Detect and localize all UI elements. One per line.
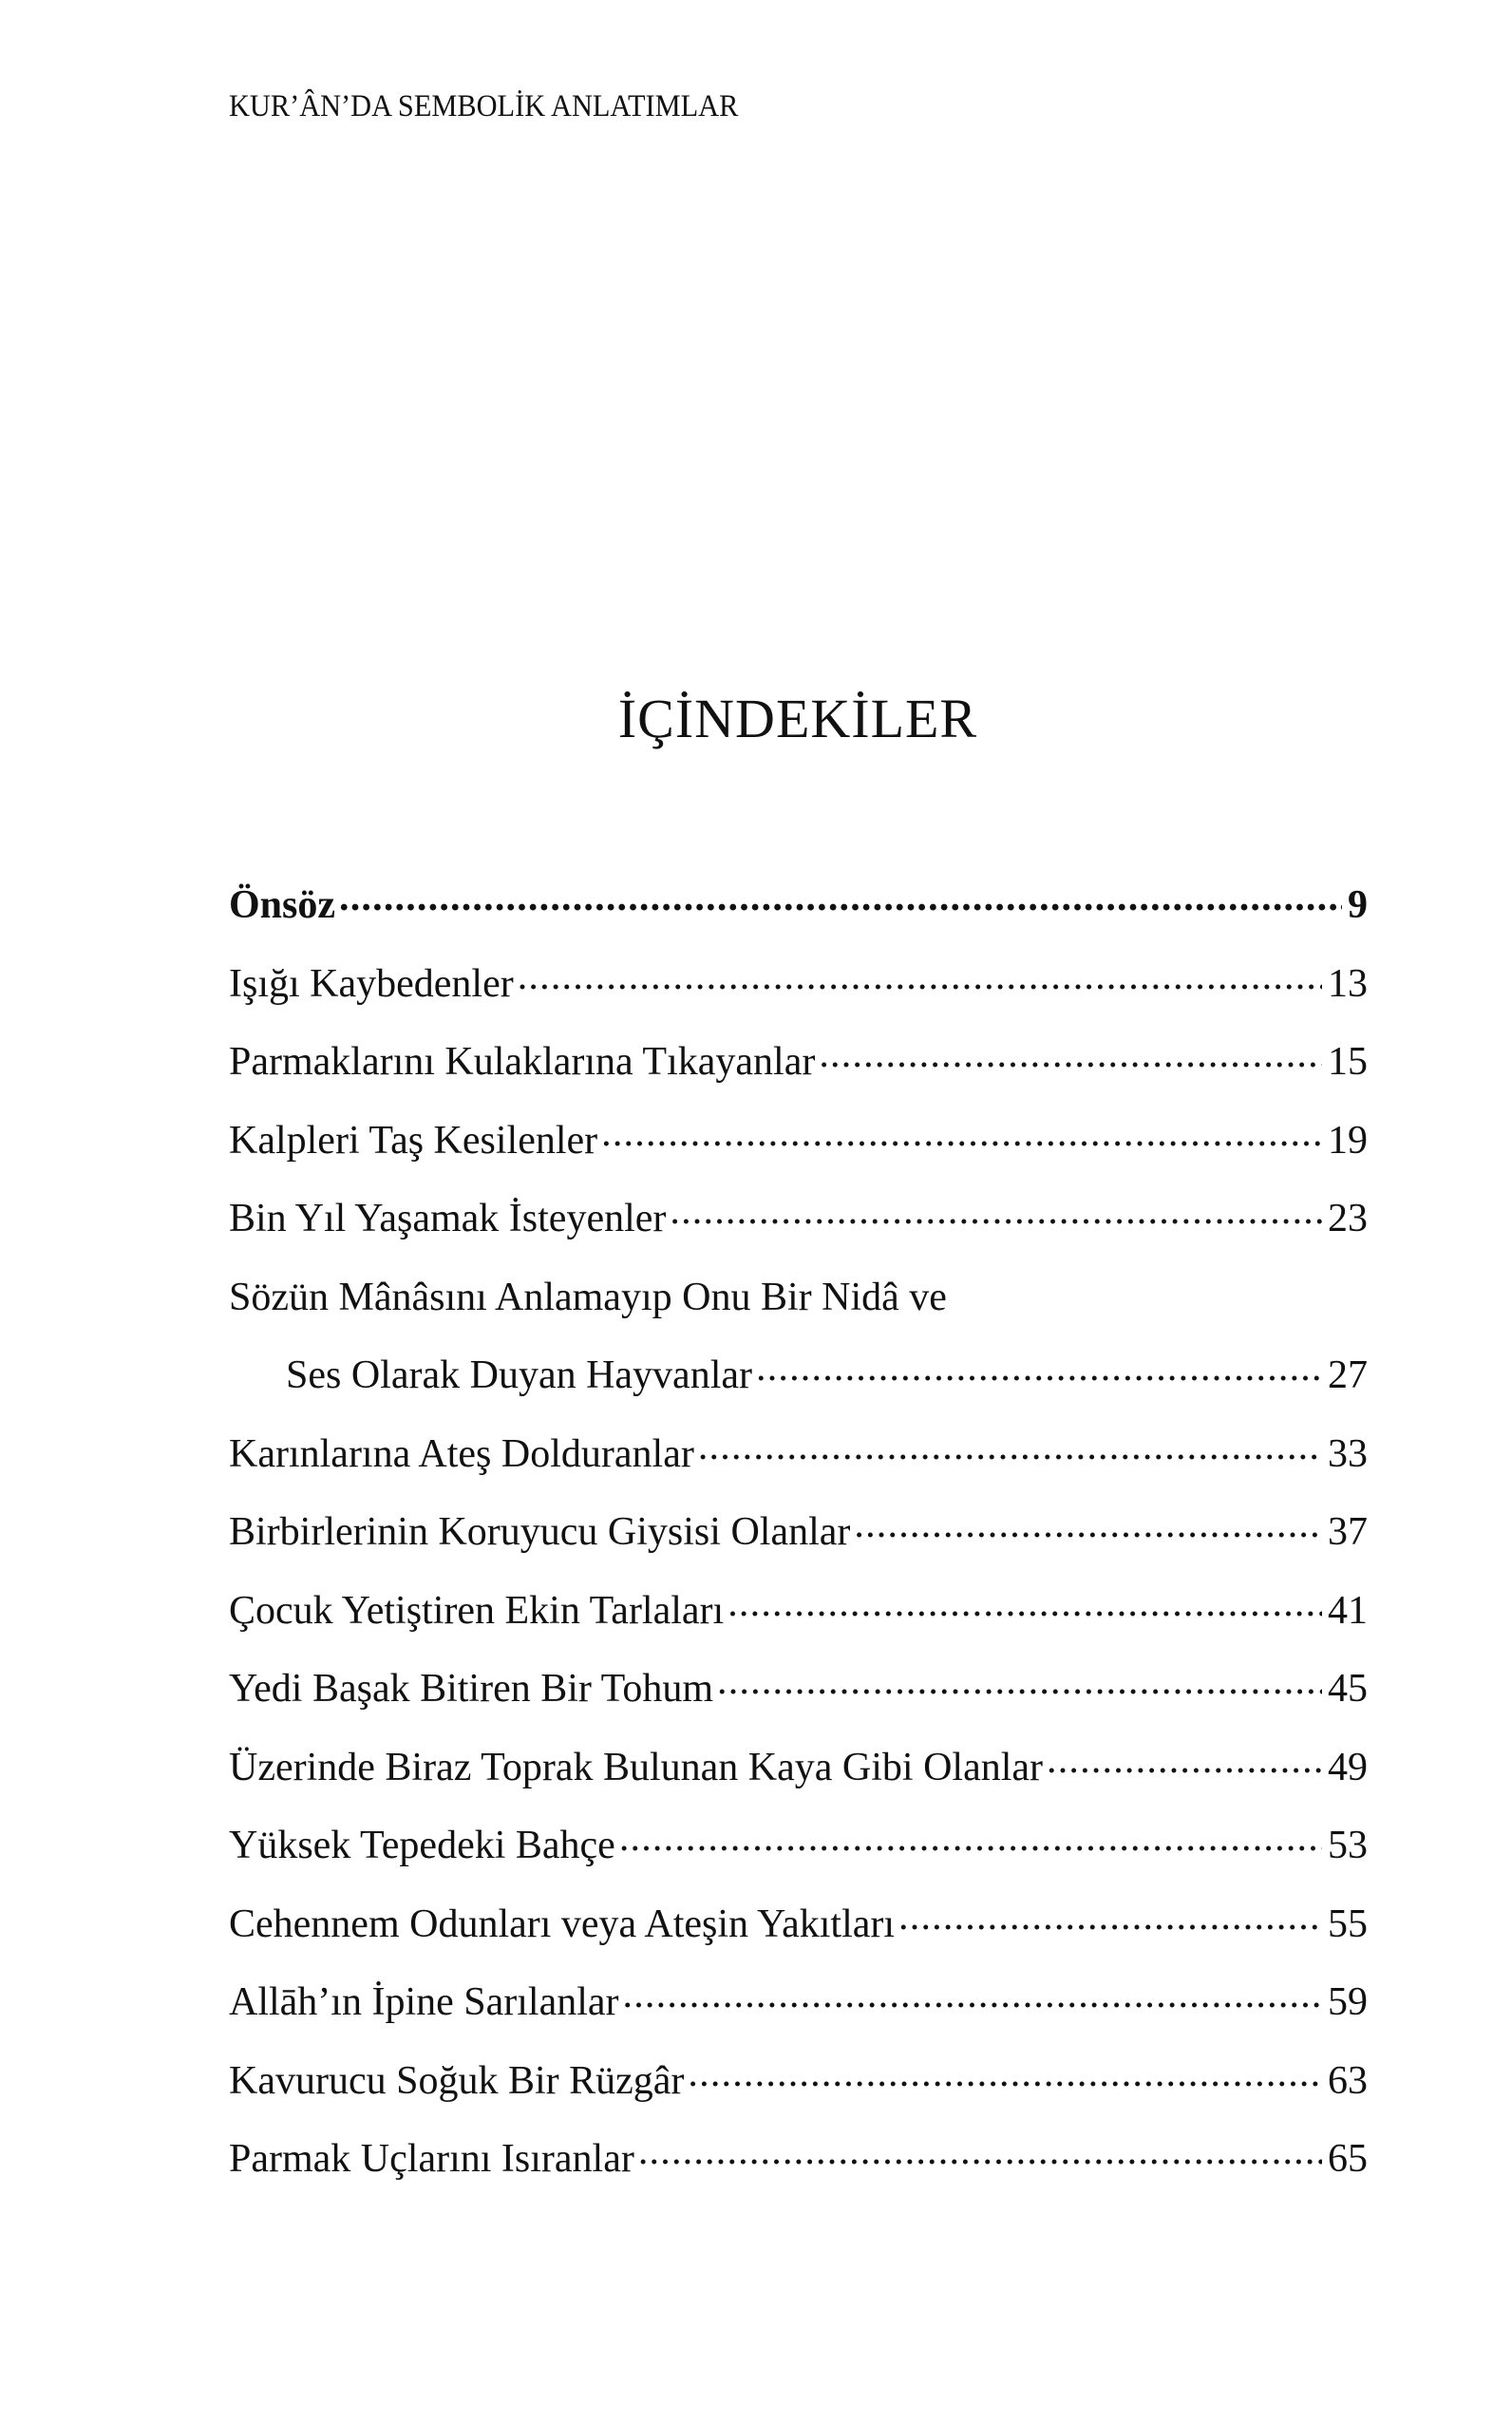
toc-entry-page: 13 bbox=[1328, 961, 1368, 1006]
toc-entry-label: Sözün Mânâsını Anlamayıp Onu Bir Nidâ ve bbox=[229, 1275, 947, 1319]
toc-entry-first-line[interactable] bbox=[229, 1258, 1368, 1337]
dot-leader bbox=[339, 878, 1342, 918]
toc-entry[interactable] bbox=[229, 1650, 1368, 1729]
dot-leader bbox=[518, 956, 1322, 996]
running-head: KUR’ÂN’DA SEMBOLİK ANLATIMLAR bbox=[229, 89, 739, 123]
dot-leader bbox=[819, 1034, 1322, 1074]
toc-entry[interactable] bbox=[229, 1180, 1368, 1258]
toc-entry[interactable] bbox=[229, 1572, 1368, 1651]
dot-leader bbox=[619, 1818, 1322, 1858]
toc-entry-label: Önsöz bbox=[229, 883, 336, 927]
dot-leader bbox=[728, 1583, 1322, 1623]
dot-leader bbox=[898, 1897, 1322, 1937]
toc-entry-page: 65 bbox=[1328, 2137, 1368, 2181]
toc-entry[interactable] bbox=[229, 2120, 1368, 2199]
toc-entry-label: Çocuk Yetiştiren Ekin Tarlaları bbox=[229, 1588, 725, 1633]
dot-leader bbox=[1047, 1740, 1322, 1780]
toc-entry[interactable] bbox=[229, 1729, 1368, 1807]
dot-leader bbox=[756, 1348, 1322, 1388]
toc-entry[interactable] bbox=[229, 1807, 1368, 1885]
toc-entry-label: Kalpleri Taş Kesilenler bbox=[229, 1118, 598, 1163]
toc-entry-page: 63 bbox=[1328, 2058, 1368, 2103]
toc-entry-label: Yedi Başak Bitiren Bir Tohum bbox=[229, 1667, 714, 1711]
toc-entry-page: 23 bbox=[1328, 1197, 1368, 1240]
toc-entry[interactable] bbox=[229, 1023, 1368, 1102]
toc-entry-label: Cehennem Odunları veya Ateşin Yakıtları bbox=[229, 1902, 896, 1946]
toc-entry[interactable] bbox=[229, 2042, 1368, 2121]
table-of-contents bbox=[229, 866, 1368, 2199]
toc-entry-label: Işığı Kaybedenler bbox=[229, 961, 514, 1006]
toc-entry-label: Karınlarına Ateş Dolduranlar bbox=[229, 1431, 694, 1476]
toc-entry-page: 27 bbox=[1328, 1353, 1368, 1397]
toc-entry-page: 59 bbox=[1328, 1980, 1368, 2024]
toc-entry-page: 45 bbox=[1328, 1667, 1368, 1711]
toc-entry-label-continuation: Ses Olarak Duyan Hayvanlar bbox=[286, 1353, 752, 1397]
toc-entry-label: Parmaklarını Kulaklarına Tıkayanlar bbox=[229, 1040, 816, 1084]
toc-entry-onsoz[interactable] bbox=[229, 866, 1368, 945]
toc-title: İÇİNDEKİLER bbox=[617, 688, 978, 749]
toc-entry-label: Üzerinde Biraz Toprak Bulunan Kaya Gibi Olanlar bbox=[229, 1745, 1044, 1789]
dot-leader bbox=[688, 2053, 1322, 2093]
toc-entry-page: 9 bbox=[1348, 883, 1368, 927]
dot-leader bbox=[623, 1975, 1322, 2015]
toc-entry-page: 33 bbox=[1328, 1431, 1368, 1476]
toc-entry-label: Birbirlerinin Koruyucu Giysisi Olanlar bbox=[229, 1510, 851, 1554]
toc-entry-page: 55 bbox=[1328, 1902, 1368, 1946]
toc-entry-page: 49 bbox=[1328, 1745, 1368, 1789]
toc-entry-label: Parmak Uçlarını Isıranlar bbox=[229, 2137, 634, 2181]
dot-leader bbox=[601, 1113, 1322, 1153]
dot-leader bbox=[638, 2131, 1322, 2171]
toc-entry-label: Bin Yıl Yaşamak İsteyenler bbox=[229, 1197, 667, 1240]
toc-entry-continuation[interactable] bbox=[229, 1336, 1368, 1415]
toc-entry[interactable] bbox=[229, 1885, 1368, 1964]
toc-entry-page: 53 bbox=[1328, 1824, 1368, 1867]
dot-leader bbox=[717, 1661, 1322, 1701]
toc-entry-label: Kavurucu Soğuk Bir Rüzgâr bbox=[229, 2058, 685, 2103]
dot-leader bbox=[670, 1191, 1322, 1231]
toc-entry-page: 15 bbox=[1328, 1040, 1368, 1084]
toc-entry[interactable] bbox=[229, 1415, 1368, 1494]
toc-entry[interactable] bbox=[229, 1963, 1368, 2042]
toc-entry[interactable] bbox=[229, 1493, 1368, 1572]
toc-entry[interactable] bbox=[229, 945, 1368, 1024]
toc-entry-label: Allāh’ın İpine Sarılanlar bbox=[229, 1980, 619, 2024]
toc-entry-page: 19 bbox=[1328, 1118, 1368, 1163]
toc-entry-label: Yüksek Tepedeki Bahçe bbox=[229, 1824, 615, 1867]
dot-leader bbox=[854, 1504, 1322, 1544]
toc-entry-page: 37 bbox=[1328, 1510, 1368, 1554]
toc-entry[interactable] bbox=[229, 1102, 1368, 1181]
dot-leader bbox=[698, 1427, 1322, 1466]
toc-entry-page: 41 bbox=[1328, 1588, 1368, 1633]
